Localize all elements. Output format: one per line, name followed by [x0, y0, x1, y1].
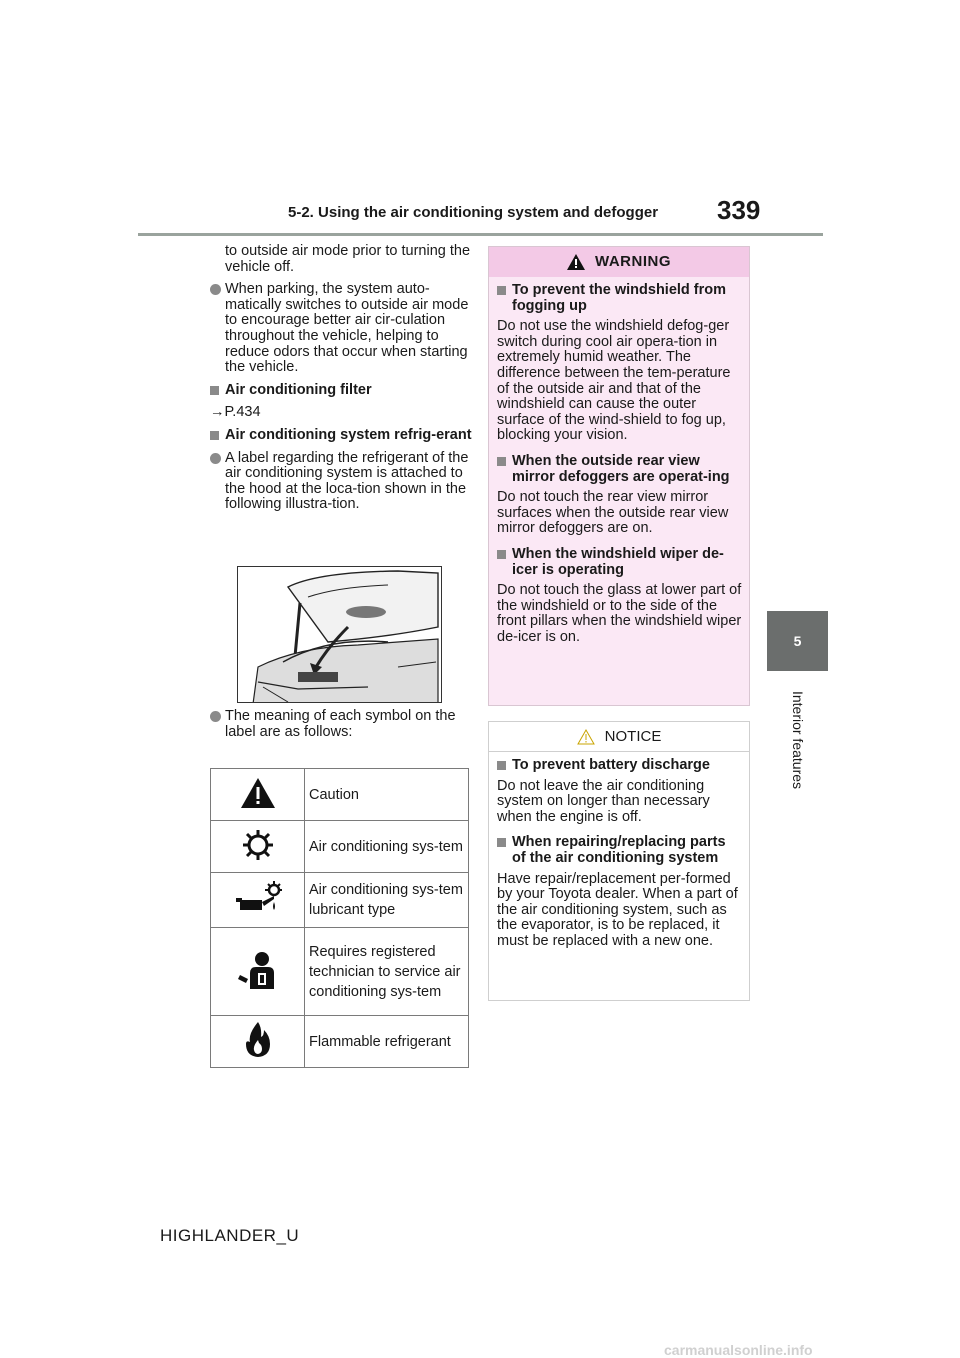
notice-section-text: Do not leave the air conditioning system on longer than necessary when the engine is off. [497, 777, 710, 825]
watermark: carmanualsonline.info [664, 1342, 813, 1358]
bullet-dot-icon [210, 453, 221, 464]
warning-section-text: Do not touch the rear view mirror surfaces when the outside rear view mirror defoggers are on. [497, 489, 729, 537]
square-bullet-icon [497, 550, 506, 559]
table-cell-label: Caution [305, 769, 469, 821]
bullet-text: When parking, the system auto-matically switches to outside air mode to encourage better air cir-culation throughout the vehicle, helping to reduce odors that occur when starting the vehicle. [225, 281, 469, 376]
continued-text: to outside air mode prior to turning the vehicle off. [225, 243, 471, 275]
table-cell-icon [211, 1016, 305, 1068]
notice-section-title-text: When repairing/replacing parts of the air conditioning system [512, 834, 726, 866]
chapter-title: Interior features [790, 690, 806, 790]
bullet-dot-icon [210, 711, 221, 722]
technician-icon [238, 951, 278, 989]
section-heading-text: Air conditioning system refrig-erant [225, 426, 472, 443]
warning-header [489, 247, 749, 277]
table-cell-label: Air conditioning sys-tem lubricant type [305, 873, 469, 928]
notice-section-text: Have repair/replacement per-formed by your Toyota dealer. When a part of the air conditioning system, such as the evaporator, is to be replaced, it must be replaced with a new one. [497, 870, 738, 949]
bullet-item [210, 451, 472, 513]
bullet-text: A label regarding the refrigerant of the air conditioning system is attached to the hood at the loca-tion shown in the following illustra-tion. [225, 449, 469, 513]
notice-body [489, 752, 749, 950]
left-column-lower [210, 709, 472, 747]
header-divider [138, 233, 823, 236]
table-row [211, 1016, 469, 1068]
flame-icon [244, 1022, 272, 1058]
chapter-number: 5 [793, 633, 802, 649]
section-heading [210, 428, 472, 444]
bullet-text: The meaning of each symbol on the label are as follows: [225, 708, 456, 740]
square-bullet-icon [497, 838, 506, 847]
snowflake-gear-icon [242, 829, 274, 861]
notice-section-title [497, 835, 743, 866]
warning-section-text: Do not touch the glass at lower part of the windshield or to the side of the front pillars when the windshield wiper de-icer is on. [497, 582, 742, 645]
warning-section-text: Do not use the windshield defog-ger switch during cool air opera-tion in extremely humid weather. The difference between the tem-perature of the outside air and that of the windshield can cause the outer surface of the wind-shield to fog up, blocking your vision. [497, 318, 731, 444]
left-column [210, 244, 472, 520]
table-cell-label: Flammable refrigerant [305, 1016, 469, 1068]
chapter-tab[interactable] [767, 611, 828, 671]
section-title: 5-2. Using the air conditioning system and defogger [288, 204, 659, 221]
notice-header [489, 722, 749, 752]
hood-label-illustration [237, 566, 442, 703]
caution-triangle-icon [240, 777, 276, 809]
bullet-item [210, 282, 472, 376]
square-bullet-icon [210, 431, 219, 440]
warning-section-title [497, 547, 743, 578]
square-bullet-icon [497, 286, 506, 295]
notice-section-title-text: To prevent battery discharge [512, 757, 710, 773]
table-row [211, 928, 469, 1016]
warning-body [489, 277, 749, 645]
table-row [211, 873, 469, 928]
page-number: 339 [717, 195, 761, 225]
chapter-label [790, 680, 806, 802]
warning-section-title-text: When the outside rear view mirror defoggers are operat-ing [512, 452, 730, 485]
warning-section-title [497, 283, 743, 314]
table-row [211, 769, 469, 821]
warning-heading: WARNING [595, 253, 671, 271]
bullet-dot-icon [210, 284, 221, 295]
symbol-table [210, 768, 469, 1068]
bullet-item [210, 709, 472, 740]
square-bullet-icon [497, 457, 506, 466]
notice-section-title [497, 758, 743, 774]
notice-triangle-icon [577, 729, 595, 745]
page-reference-link[interactable]: →P.434 [210, 404, 261, 421]
warning-section-title [497, 454, 743, 485]
table-cell-label: Requires registered technician to service air conditioning sys-tem [305, 928, 469, 1016]
table-cell-icon [211, 769, 305, 821]
warning-section-title-text: To prevent the windshield from fogging up [512, 282, 727, 314]
table-cell-icon [211, 873, 305, 928]
warning-box [488, 246, 750, 706]
footer-model-code: HIGHLANDER_U [160, 1226, 300, 1245]
table-cell-icon [211, 821, 305, 873]
table-cell-icon [211, 928, 305, 1016]
square-bullet-icon [210, 386, 219, 395]
warning-section-title-text: When the windshield wiper de-icer is operating [512, 545, 724, 578]
notice-box [488, 721, 750, 1001]
warning-triangle-icon [567, 254, 585, 270]
table-cell-label: Air conditioning sys-tem [305, 821, 469, 873]
table-row [211, 821, 469, 873]
notice-heading: NOTICE [604, 727, 662, 745]
section-heading [210, 383, 472, 399]
section-heading-text: Air conditioning filter [225, 381, 372, 398]
oil-can-icon [234, 880, 282, 916]
square-bullet-icon [497, 761, 506, 770]
